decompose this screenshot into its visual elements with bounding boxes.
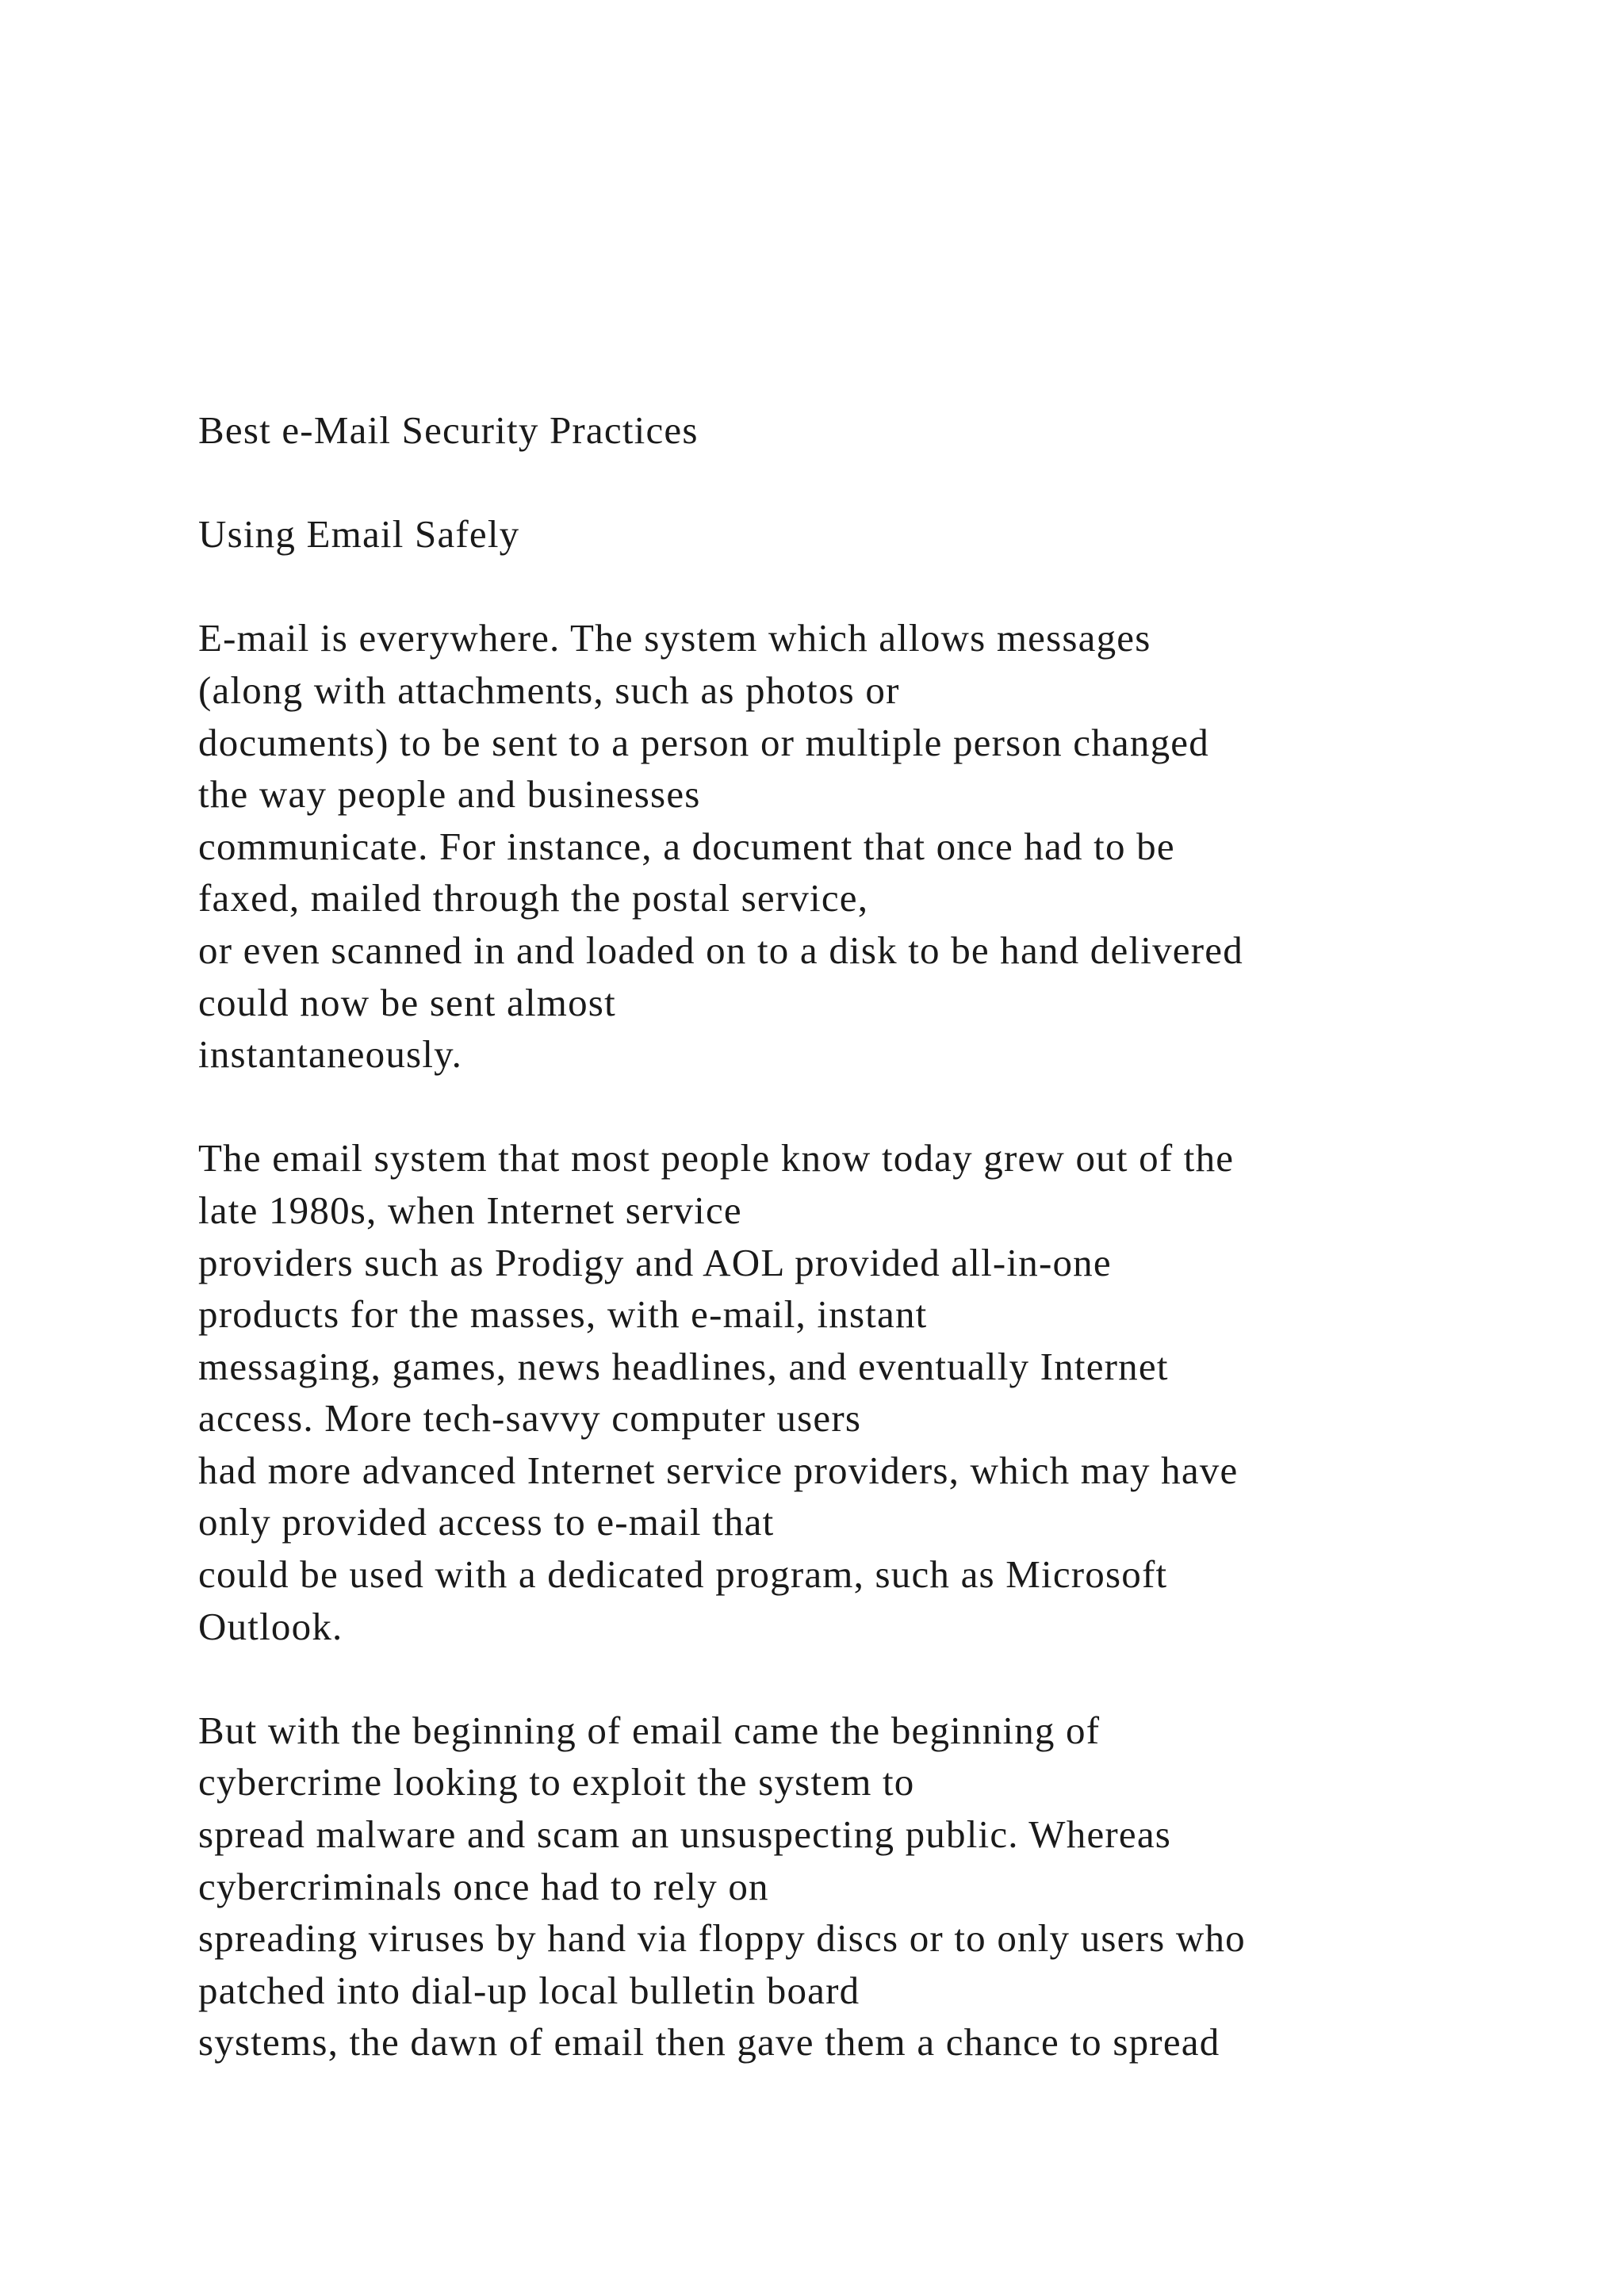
document-title: Best e-Mail Security Practices <box>198 408 699 452</box>
document-subtitle: Using Email Safely <box>198 512 520 557</box>
paragraph-line: (along with attachments, such as photos or <box>198 668 900 712</box>
paragraph-line: systems, the dawn of email then gave them a chance to spread <box>198 2020 1220 2064</box>
paragraph-line: cybercriminals once had to rely on <box>198 1864 769 1908</box>
paragraph-line: products for the masses, with e-mail, instant <box>198 1292 928 1337</box>
paragraph-line: had more advanced Internet service providers, which may have <box>198 1448 1239 1492</box>
document-body <box>198 404 1562 2068</box>
paragraph-line: E-mail is everywhere. The system which allows messages <box>198 616 1151 660</box>
paragraph-line: patched into dial-up local bulletin board <box>198 1968 860 2012</box>
paragraph-line: faxed, mailed through the postal service, <box>198 876 869 920</box>
paragraph-line: messaging, games, news headlines, and eventually Internet <box>198 1344 1169 1388</box>
paragraph-line: Outlook. <box>198 1604 343 1648</box>
paragraph-line: But with the beginning of email came the beginning of <box>198 1708 1101 1752</box>
paragraph-line: cybercrime looking to exploit the system to <box>198 1760 915 1804</box>
paragraph-line: could be used with a dedicated program, such as Microsoft <box>198 1552 1168 1597</box>
paragraph-line: documents) to be sent to a person or multiple person changed <box>198 720 1209 764</box>
paragraph <box>198 1705 1562 2068</box>
paragraph-line: The email system that most people know today grew out of the <box>198 1136 1235 1181</box>
paragraph-line: providers such as Prodigy and AOL provided all-in-one <box>198 1240 1112 1284</box>
paragraph-line: late 1980s, when Internet service <box>198 1188 742 1232</box>
paragraph-line: access. More tech-savvy computer users <box>198 1396 862 1441</box>
paragraph-line: instantaneously. <box>198 1032 463 1077</box>
paragraph-line: only provided access to e-mail that <box>198 1500 775 1544</box>
spacer <box>198 457 1562 509</box>
paragraph-line: the way people and businesses <box>198 772 701 817</box>
paragraph-line: communicate. For instance, a document that once had to be <box>198 824 1175 868</box>
spacer <box>198 561 1562 613</box>
spacer <box>198 1081 1562 1133</box>
paragraph-line: spreading viruses by hand via floppy discs or to only users who <box>198 1916 1246 1961</box>
paragraph <box>198 612 1562 1080</box>
paragraph-line: or even scanned in and loaded on to a disk to be hand delivered <box>198 928 1243 972</box>
spacer <box>198 1652 1562 1705</box>
paragraph-line: could now be sent almost <box>198 980 616 1024</box>
paragraph-line: spread malware and scam an unsuspecting public. Whereas <box>198 1812 1172 1857</box>
paragraph <box>198 1132 1562 1652</box>
